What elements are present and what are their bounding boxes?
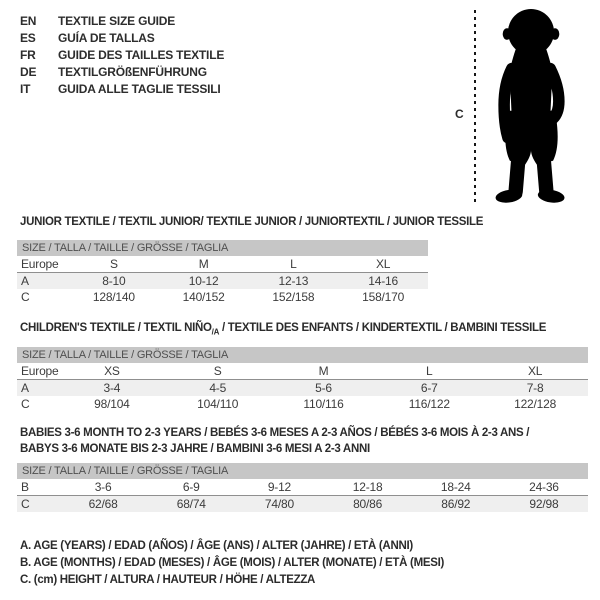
value-cell: 8-10 <box>102 274 126 288</box>
language-title-list <box>20 13 224 98</box>
value-cell: 12-18 <box>352 480 383 494</box>
value-cell: 3-4 <box>103 381 121 395</box>
footnote-age-years: A. AGE (YEARS) / EDAD (AÑOS) / ÂGE (ANS) / ALTER (JAHRE) / ETÀ (ANNI) <box>20 540 413 552</box>
value-cell: 5-6 <box>315 381 332 395</box>
language-code: EN <box>20 14 37 28</box>
size-header-bar: SIZE / TALLA / TAILLE / GRÖSSE / TAGLIA <box>17 240 428 256</box>
size-cell: L <box>290 257 297 271</box>
size-cell: XS <box>104 364 120 378</box>
children-title-subscript: /A <box>211 327 220 337</box>
value-cell: 7-8 <box>526 381 544 395</box>
language-title: TEXTILE SIZE GUIDE <box>58 14 176 28</box>
footnote-height: C. (cm) HEIGHT / ALTURA / HAUTEUR / HÖHE / ALTEZZA <box>20 574 316 586</box>
size-cell: L <box>426 364 433 378</box>
babies-section-title <box>20 426 595 457</box>
value-cell: 14-16 <box>368 274 398 288</box>
language-title: GUÍA DE TALLAS <box>58 31 155 45</box>
row-label: B <box>21 480 29 494</box>
row-label: A <box>21 381 29 395</box>
table-row-height <box>17 289 428 305</box>
value-cell: 116/122 <box>408 397 450 411</box>
table-row-height <box>17 496 588 512</box>
language-title: GUIDE DES TAILLES TEXTILE <box>58 48 225 62</box>
value-cell: 62/68 <box>88 497 118 511</box>
language-code: FR <box>20 48 36 62</box>
junior-section-title: JUNIOR TEXTILE / TEXTIL JUNIOR/ TEXTILE JUNIOR / JUNIORTEXTIL / JUNIOR TESSILE <box>20 216 484 228</box>
value-cell: 68/74 <box>176 497 206 511</box>
value-cell: 158/170 <box>362 290 405 304</box>
value-cell: 128/140 <box>92 290 135 304</box>
row-label: Europe <box>21 257 59 271</box>
value-cell: 80/86 <box>353 497 383 511</box>
size-cell: S <box>213 364 222 378</box>
babies-title-line2: BABYS 3-6 MONATE BIS 2-3 JAHRE / BAMBINI 3-6 MESI A 2-3 ANNI <box>20 442 370 455</box>
language-row <box>20 30 224 47</box>
size-cell: S <box>109 257 118 271</box>
height-measure-dotted-line <box>474 10 476 206</box>
baby-silhouette-icon <box>483 5 579 207</box>
value-cell: 152/158 <box>272 290 315 304</box>
language-code: DE <box>20 65 37 79</box>
row-label: A <box>21 274 29 288</box>
children-title-prefix: CHILDREN'S TEXTILE / TEXTIL NIÑO <box>20 322 212 334</box>
row-label: C <box>21 290 30 304</box>
language-row <box>20 47 224 64</box>
value-cell: 140/152 <box>182 290 225 304</box>
value-cell: 6-9 <box>182 480 200 494</box>
table-row-age <box>17 273 428 289</box>
babies-title-line1: BABIES 3-6 MONTH TO 2-3 YEARS / BEBÉS 3-6 MESES A 2-3 AÑOS / BÉBÉS 3-6 MOIS À 2-3 ANS / <box>20 427 530 439</box>
size-cell: M <box>198 257 209 271</box>
language-row <box>20 13 224 30</box>
babies-size-table <box>17 463 588 512</box>
children-section-title <box>20 322 546 336</box>
size-cell: XL <box>527 364 543 378</box>
table-row-age <box>17 380 588 396</box>
height-measure-label: C <box>455 107 464 121</box>
value-cell: 92/98 <box>529 497 559 511</box>
value-cell: 9-12 <box>267 480 292 494</box>
table-row-europe <box>17 363 588 380</box>
value-cell: 98/104 <box>94 397 130 411</box>
language-title: TEXTILGRÖßENFÜHRUNG <box>58 65 207 79</box>
value-cell: 110/116 <box>303 397 344 411</box>
language-code: ES <box>20 31 36 45</box>
row-label: C <box>21 397 30 411</box>
children-size-table <box>17 347 588 412</box>
language-row <box>20 81 224 98</box>
value-cell: 18-24 <box>440 480 471 494</box>
footnote-age-months: B. AGE (MONTHS) / EDAD (MESES) / ÂGE (MOIS) / ALTER (MONATE) / ETÀ (MESI) <box>20 557 445 569</box>
table-row-age-months <box>17 479 588 496</box>
junior-size-table <box>17 240 428 305</box>
value-cell: 122/128 <box>514 397 557 411</box>
value-cell: 24-36 <box>529 480 559 494</box>
value-cell: 104/110 <box>197 397 239 411</box>
value-cell: 86/92 <box>441 497 471 511</box>
language-row <box>20 64 224 81</box>
size-cell: M <box>318 364 329 378</box>
value-cell: 4-5 <box>209 381 227 395</box>
table-row-europe <box>17 256 428 273</box>
footnote-legend <box>20 538 444 589</box>
row-label: C <box>21 497 30 511</box>
row-label: Europe <box>21 364 59 378</box>
value-cell: 12-13 <box>278 274 309 288</box>
size-cell: XL <box>375 257 391 271</box>
language-title: GUIDA ALLE TAGLIE TESSILI <box>58 82 221 96</box>
language-code: IT <box>20 82 31 96</box>
table-row-height <box>17 396 588 412</box>
value-cell: 6-7 <box>420 381 438 395</box>
value-cell: 74/80 <box>264 497 294 511</box>
value-cell: 10-12 <box>188 274 219 288</box>
children-title-suffix: / TEXTILE DES ENFANTS / KINDERTEXTIL / BAMBINI TESSILE <box>219 322 547 334</box>
value-cell: 3-6 <box>94 480 112 494</box>
size-header-bar: SIZE / TALLA / TAILLE / GRÖSSE / TAGLIA <box>17 463 588 479</box>
size-header-bar: SIZE / TALLA / TAILLE / GRÖSSE / TAGLIA <box>17 347 588 363</box>
